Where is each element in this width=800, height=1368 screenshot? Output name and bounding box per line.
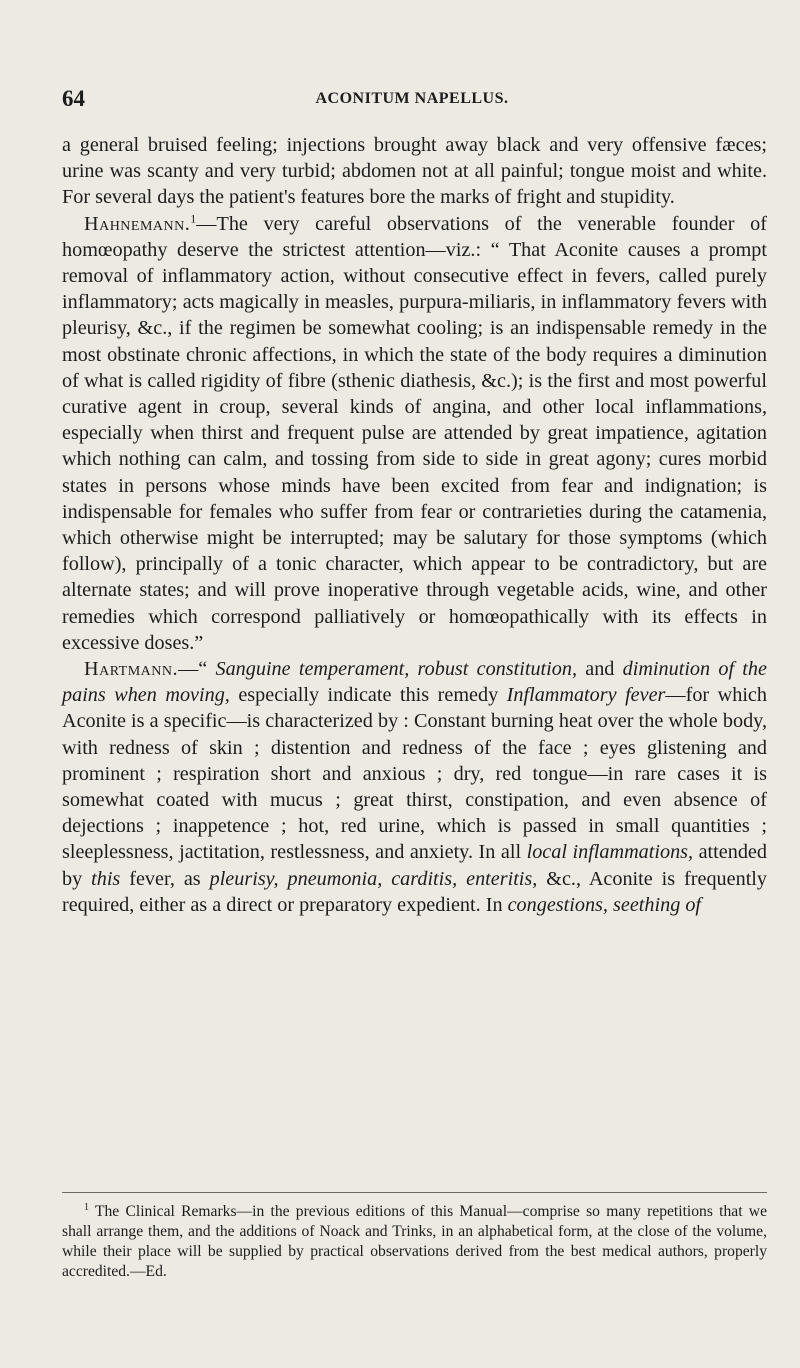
italic-segment: local inflammations, <box>526 841 694 864</box>
text-segment: —“ <box>178 658 216 681</box>
paragraph-hahnemann <box>62 211 767 656</box>
body-text <box>62 132 767 918</box>
italic-segment: Inflammatory fever <box>506 684 666 707</box>
text-segment: fever, as <box>120 867 210 890</box>
italic-segment: this <box>91 867 121 890</box>
italic-segment: congestions, seething of <box>507 893 702 916</box>
hahnemann-quote: —The very careful observations of the venerable founder of homœopathy deserve the strictest attention—viz.: “ That Aconite causes a prompt removal of inflammatory action, without consecutive effect in fevers, called purely inflammatory; acts magically in measles, purpura-miliaris, in inflammatory fevers with pleurisy, &c., if the regimen be somewhat cooling; is an indispensable remedy in the most obstinate chronic affections, in which the state of the body requires a diminution of what is called rigidity of fibre (sthenic diathesis, &c.); is the first and most powerful curative agent in croup, several kinds of angina, and other local inflammations, especially when thirst and frequent pulse are attended by great impatience, agitation which nothing can calm, and tossing from side to side in great agony; cures morbid states in persons whose minds have been excited from fear and indignation; is indispensable for females who suffer from fear or contrarieties during the catamenia, which otherwise might be interrupted; may be salutary for those symptoms (which follow), principally of a tonic character, which appear to be contradictory, but are alternate states; and will prove inoperative through vegetable acids, wine, and other remedies which correspond palliatively or homœopathically with its effects in excessive doses.” <box>62 212 767 654</box>
running-title: ACONITUM NAPELLUS. <box>315 90 509 107</box>
author-hartmann: Hartmann. <box>84 658 179 681</box>
footnote-text: The Clinical Remarks—in the previous editions of this Manual—comprise so many repetitions that we shall arrange them, and the additions of Noack and Trinks, in an alphabetical form, at the close of the volume, while their place will be supplied by practical observations derived from the best medical authors, properly accredited.—Ed. <box>62 1203 767 1280</box>
text-segment: —for which Aconite is a specific—is characterized by : Constant burning heat over the whole body, with redness of skin ; distention and redness of the face ; eyes glistening and prominent ; respiration short and anxious ; dry, red tongue—in rare cases it is somewhat coated with mucus ; great thirst, constipation, and even absence of dejections ; inappetence ; hot, red urine, which is passed in small quantities ; sleeplessness, jactitation, restlessness, and anxiety. In all <box>62 684 767 864</box>
paragraph-continuation: a general bruised feeling; injections brought away black and very offensive fæces; urine was scanty and very turbid; abdomen not at all painful; tongue moist and white. For several days the patient's features bore the marks of fright and stupidity. <box>62 134 767 209</box>
text-segment: &c., Aconite is frequently required, either as a direct or preparatory expedient. In <box>62 867 768 916</box>
footnote-divider <box>62 1192 767 1193</box>
author-hahnemann: Hahnemann. <box>84 212 191 235</box>
paragraph-hartmann <box>62 656 767 918</box>
page-number: 64 <box>62 86 85 111</box>
text-segment: and <box>577 658 623 681</box>
italic-segment: pleurisy, pneumonia, carditis, enteritis, <box>209 867 538 890</box>
footnote <box>62 1202 767 1282</box>
text-segment: especially indicate this remedy <box>229 684 507 707</box>
italic-segment: Sanguine temperament, robust constitution, <box>215 658 577 681</box>
page-header <box>62 86 762 116</box>
footnote-mark: 1 <box>84 1201 89 1213</box>
footnote-reference[interactable]: 1 <box>190 210 197 225</box>
text-segment: attended by <box>62 841 767 890</box>
italic-segment: diminution of the pains when moving, <box>62 658 767 707</box>
